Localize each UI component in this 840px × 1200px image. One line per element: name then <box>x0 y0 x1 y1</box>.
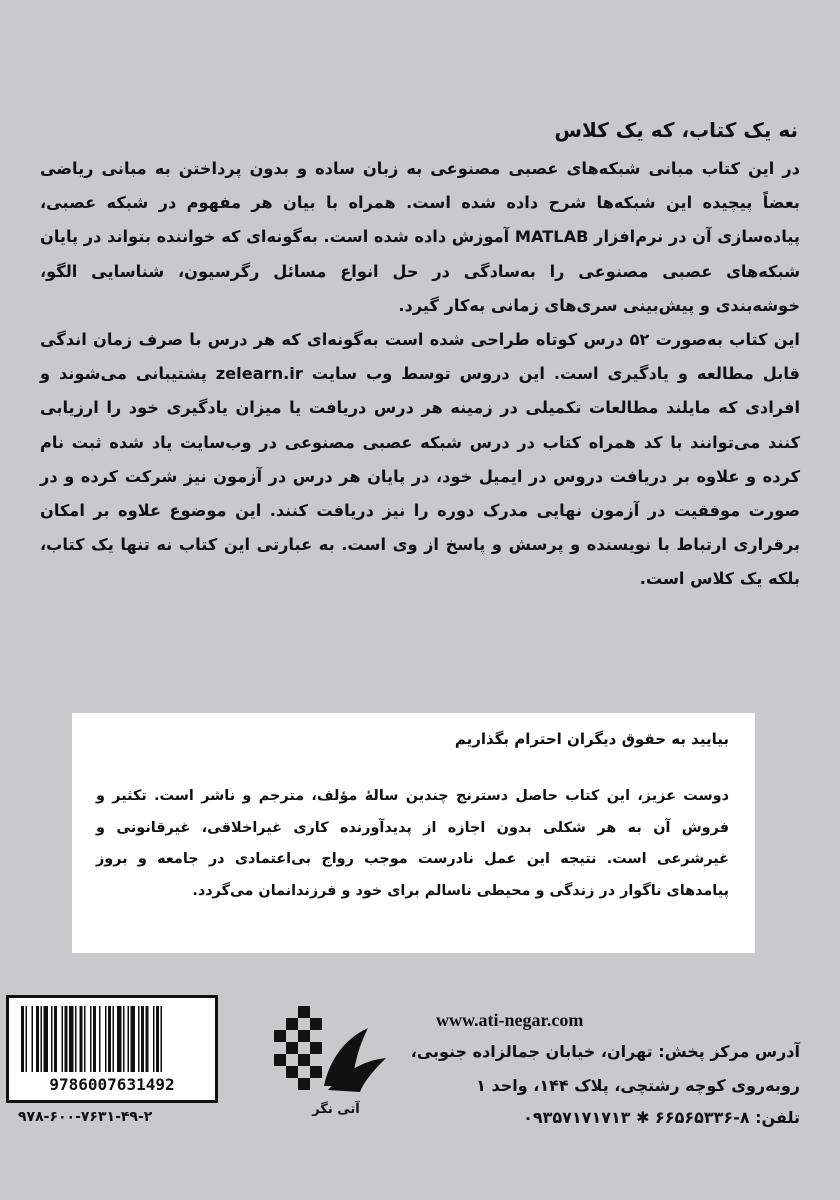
barcode-bar <box>93 1006 96 1072</box>
barcode-bar <box>36 1006 39 1072</box>
barcode-bar <box>113 1006 115 1072</box>
barcode-bar <box>138 1006 140 1072</box>
barcode-bar <box>131 1006 136 1072</box>
publisher-website: www.ati-negar.com <box>436 1010 584 1030</box>
barcode-bar <box>108 1006 111 1072</box>
barcode-bar <box>62 1006 64 1072</box>
description-paragraph: در این کتاب مبانی شبکه‌های عصبی مصنوعی به زبان ساده و بدون پرداختن به مبانی ریاضی بعضاً پیچیده این شبکه‌ها شرح داده شده است. همراه با بیان هر مفهوم در شبکه عصبی، پیاده‌سازی آن در نرم‌افزار MATLAB آموزش داده شده است. به‌گونه‌ای که خواننده بتواند در پایان شبکه‌های عصبی مصنوعی را به‌سادگی در حل انواع مسائل رگرسیون، شناسایی الگو، خوشه‌بندی و پیش‌بینی سری‌های زمانی به‌کار گیرد. <box>40 159 800 315</box>
barcode-bar <box>156 1006 159 1072</box>
barcode-bar <box>51 1006 53 1072</box>
barcode-bar <box>153 1006 155 1072</box>
barcode-bar <box>99 1006 101 1072</box>
description-paragraph: این کتاب به‌صورت ۵۲ درس کوتاه طراحی شده است به‌گونه‌ای که هر درس با صرف زمان اندگی قابل مطالعه و یادگیری است. این دروس توسط وب سایت zelearn.ir پشتیبانی می‌شوند و افرادی که مایلند مطالعات تکمیلی در زمینه هر درس دریافت یا میزان یادگیری خود را ارزیابی کنند می‌توانند با کد همراه کتاب در درس شبکه عصبی مصنوعی در وب‌سایت یاد شده ثبت نام کرده و علاوه بر دریافت دروس در ایمیل خود، در پایان هر درس در آزمون نیز شرکت کرده و در صورت موفقیت در آزمون نهایی مدرک دوره را نیز دریافت کنند. این موضوع علاوه بر امکان برقراری ارتباط با نویسنده و پرسش و پاسخ از وی است. به عبارتی این کتاب نه تنها یک کتاب، بلکه یک کلاس است. <box>40 330 800 589</box>
address-line-1: آدرس مرکز پخش: تهران، خیابان جمالزاده جنوبی، <box>410 1042 800 1061</box>
barcode-bar <box>146 1006 149 1072</box>
barcode-bars <box>9 998 215 1100</box>
back-cover-heading: نه یک کتاب، که یک کلاس <box>554 118 798 142</box>
barcode-bar <box>161 1006 163 1072</box>
barcode-bar <box>90 1006 92 1072</box>
barcode-bar <box>117 1006 122 1072</box>
barcode-bar <box>32 1006 34 1072</box>
address-line-2: روبه‌روی کوچه رشتچی، پلاک ۱۴۴، واحد ۱ <box>476 1076 800 1095</box>
barcode <box>6 995 218 1103</box>
barcode-bar <box>141 1006 144 1072</box>
publisher-logo <box>268 998 388 1110</box>
barcode-bar <box>54 1006 57 1072</box>
isbn-number: ۹۷۸-۶۰۰-۷۶۳۱-۴۹-۲ <box>18 1109 153 1125</box>
barcode-bar <box>44 1006 49 1072</box>
barcode-bar <box>26 1006 28 1072</box>
barcode-bar <box>105 1006 107 1072</box>
barcode-bar <box>69 1006 74 1072</box>
barcode-bar <box>123 1006 125 1072</box>
barcode-bar <box>65 1006 68 1072</box>
barcode-bar <box>80 1006 83 1072</box>
publisher-name: آتی نگر <box>312 1102 360 1117</box>
barcode-bar <box>75 1006 77 1072</box>
notice-body: دوست عزیز، این کتاب حاصل دسترنج چندین سالهٔ مؤلف، مترجم و ناشر است. تکثیر و فروش آن به هر شکلی بدون اجازه از پدیدآورنده کاری غیراخلاقی، غیرقانونی و غیرشرعی است. نتیجه این عمل نادرست موجب رواج بی‌اعتمادی در جامعه و بروز پیامدهای ناگوار در زندگی و محیطی ناسالم برای خود و فرزندانمان می‌گردد. <box>96 788 729 899</box>
notice-title: بیایید به حقوق دیگران احترام بگذاریم <box>454 730 729 748</box>
phone-numbers: تلفن: ۸-۶۶۵۶۵۳۳۶ ✱ ۰۹۳۵۷۱۷۱۷۱۳ <box>523 1108 800 1127</box>
copyright-notice-box <box>72 713 755 953</box>
barcode-bar <box>128 1006 130 1072</box>
barcode-bar <box>41 1006 43 1072</box>
barcode-digits: 9786007631492 <box>49 1075 175 1094</box>
book-description <box>40 152 800 597</box>
barcode-bar <box>84 1006 86 1072</box>
barcode-bar <box>21 1006 24 1072</box>
